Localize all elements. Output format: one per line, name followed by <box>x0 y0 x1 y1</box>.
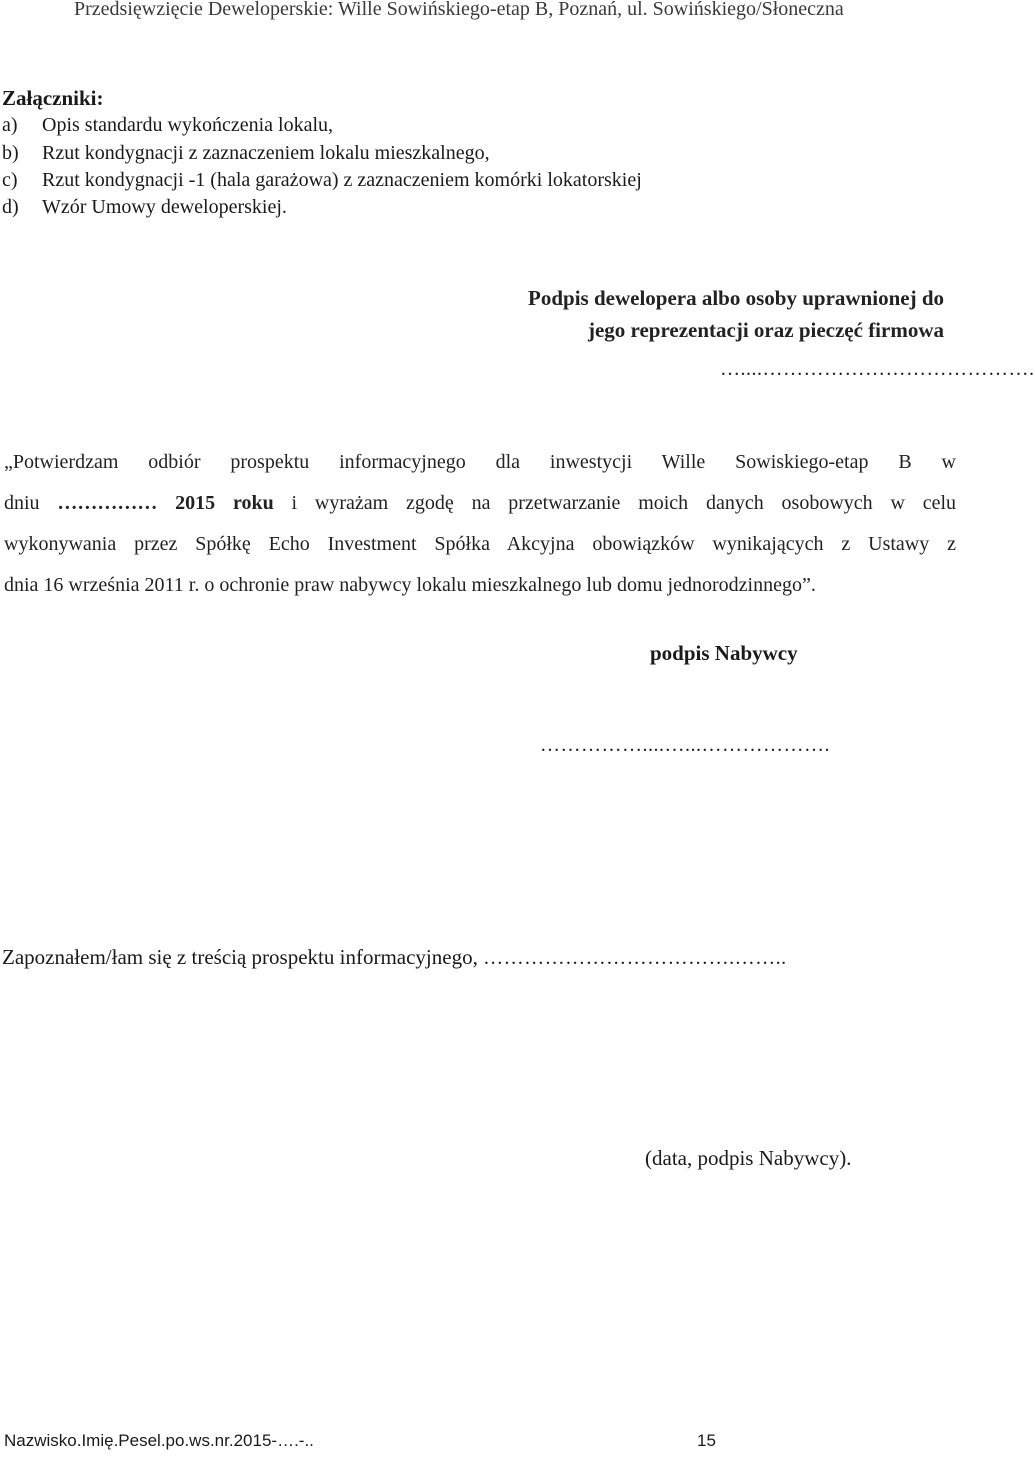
attachments-title: Załączniki: <box>2 86 104 110</box>
attachment-item-d <box>2 196 287 219</box>
buyer-signature-label: podpis Nabywcy <box>650 641 798 665</box>
attachment-text: Rzut kondygnacji -1 (hala garażowa) z zaznaczeniem komórki lokatorskiej <box>42 169 642 191</box>
consent-text: i wyrażam zgodę na przetwarzanie moich danych osobowych w celu <box>273 492 957 514</box>
developer-signature-line2: jego reprezentacji oraz pieczęć firmowa <box>587 318 944 342</box>
confirmation-line-3: wykonywania przez Spółkę Echo Investment Spółka Akcyjna obowiązków wynikających z Ustawy z <box>4 533 956 555</box>
date-dots: …………… <box>57 492 158 514</box>
attachment-text: Rzut kondygnacji z zaznaczeniem lokalu mieszkalnego, <box>42 142 490 164</box>
page-number: 15 <box>697 1431 716 1450</box>
confirmation-line-1: „Potwierdzam odbiór prospektu informacyjnego dla inwestycji Wille Sowiskiego-etap B w <box>4 451 956 473</box>
attachment-label: d) <box>2 196 19 218</box>
attachment-item-c <box>2 169 642 192</box>
developer-signature-line1: Podpis dewelopera albo osoby uprawnionej do <box>528 286 944 310</box>
attachment-label: b) <box>2 142 19 164</box>
year-text: 2015 roku <box>157 492 274 514</box>
footer-reference: Nazwisko.Imię.Pesel.po.ws.nr.2015-….-.. <box>4 1431 314 1450</box>
attachment-text: Opis standardu wykończenia lokalu, <box>42 114 334 136</box>
confirmation-line-4: dnia 16 września 2011 r. o ochronie praw nabywcy lokalu mieszkalnego lub domu jednorodzinnego”. <box>4 574 816 596</box>
confirmation-line-2 <box>4 483 956 524</box>
developer-signature-dots: …....…………………………………. <box>720 358 1035 380</box>
date-prefix: dniu <box>4 492 58 514</box>
attachment-text: Wzór Umowy deweloperskiej. <box>42 196 287 218</box>
acknowledgement-line <box>2 945 787 970</box>
confirmation-paragraph <box>4 442 956 606</box>
buyer-signature-dots: ……………....…...………………. <box>540 734 830 756</box>
acknowledgement-dots: ……………………………….…….. <box>483 947 787 969</box>
attachment-item-b <box>2 142 490 165</box>
attachment-label: c) <box>2 169 18 191</box>
attachment-item-a <box>2 114 333 137</box>
attachment-label: a) <box>2 114 18 136</box>
acknowledgement-text: Zapoznałem/łam się z treścią prospektu informacyjnego, <box>2 945 478 969</box>
date-signature-label: (data, podpis Nabywcy). <box>645 1146 852 1170</box>
page-header: Przedsięwzięcie Deweloperskie: Wille Sowińskiego-etap B, Poznań, ul. Sowińskiego/Słoneczna <box>74 0 844 20</box>
